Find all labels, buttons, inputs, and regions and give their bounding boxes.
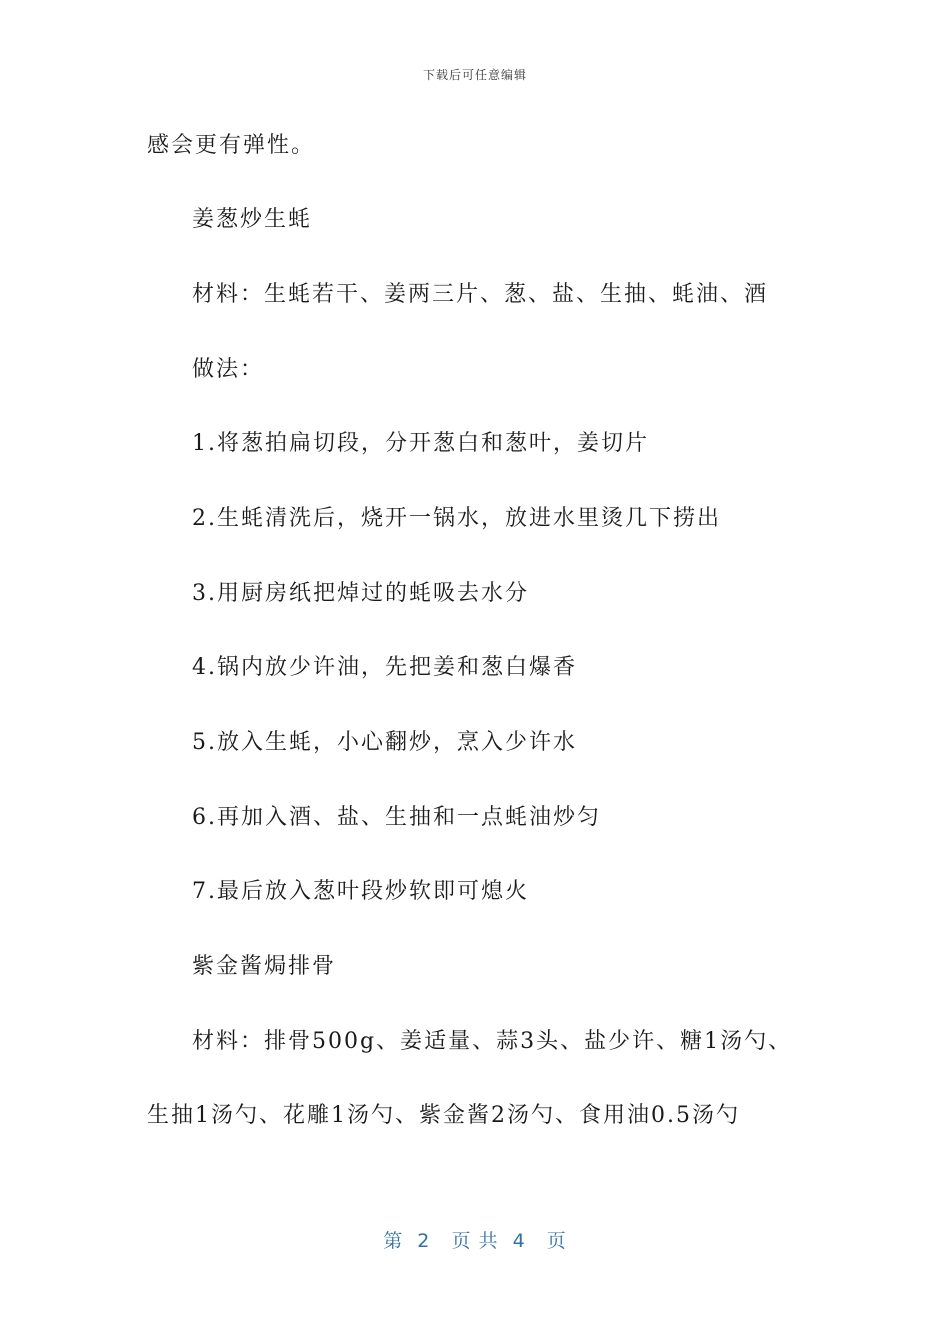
- ingredients-line-ribs-2: 生抽1汤勺、花雕1汤勺、紫金酱2汤勺、食用油0.5汤勺: [147, 1103, 740, 1128]
- step-2: 2.生蚝清洗后，烧开一锅水，放进水里烫几下捞出: [192, 506, 721, 531]
- recipe-title-ribs: 紫金酱焗排骨: [192, 954, 337, 979]
- step-1: 1.将葱拍扁切段，分开葱白和葱叶，姜切片: [192, 431, 649, 456]
- method-heading: 做法：: [192, 357, 265, 382]
- page-number: 第 2 页 共 4 页: [383, 1230, 567, 1252]
- ingredients-line-ribs-1: 材料：排骨500g、姜适量、蒜3头、盐少许、糖1汤勺、: [192, 1029, 793, 1054]
- step-7: 7.最后放入葱叶段炒软即可熄火: [192, 879, 529, 904]
- paragraph-continuation: 感会更有弹性。: [147, 133, 316, 158]
- step-6: 6.再加入酒、盐、生抽和一点蚝油炒匀: [192, 805, 601, 830]
- recipe-title-ginger-scallion-oyster: 姜葱炒生蚝: [192, 207, 313, 232]
- ingredients-line: 材料：生蚝若干、姜两三片、葱、盐、生抽、蚝油、酒: [192, 282, 769, 307]
- step-3: 3.用厨房纸把焯过的蚝吸去水分: [192, 581, 529, 606]
- step-4: 4.锅内放少许油，先把姜和葱白爆香: [192, 655, 577, 680]
- step-5: 5.放入生蚝，小心翻炒，烹入少许水: [192, 730, 577, 755]
- header-note: 下载后可任意编辑: [422, 68, 527, 82]
